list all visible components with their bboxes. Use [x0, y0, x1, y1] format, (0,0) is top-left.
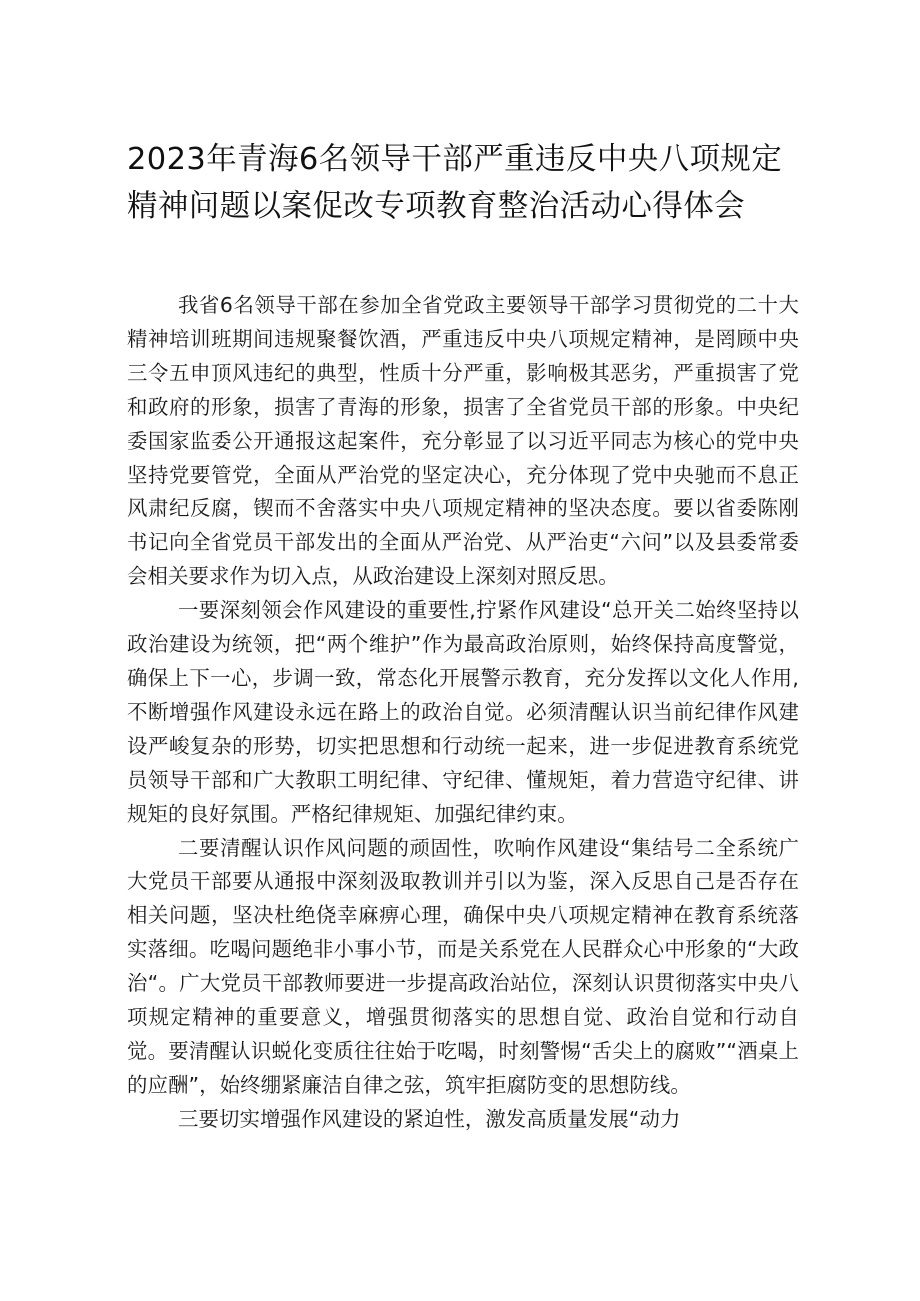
paragraph-point-three: 三要切实增强作风建设的紧迫性，激发高质量发展“动力: [178, 1106, 681, 1131]
paragraph-intro: 我省6名领导干部在参加全省党政主要领导干部学习贯彻党的二十大精神培训班期间违规聚餐饮酒，严重违反中央八项规定精神，是罔顾中央三令五申顶风违纪的典型，性质十分严重，影响极其恶劣，严重损害了党和政府的形象，损害了青海的形象，损害了全省党员干部的形象。中央纪委国家监委公开通报这起案件，充分彰显了以习近平同志为核心的党中央坚持党要管党，全面从严治党的坚定决心，充分体现了党中央驰而不息正风肃纪反腐，锲而不舍落实中央八项规定精神的坚决态度。要以省委陈刚书记向全省党员干部发出的全面从严治党、从严治吏“六问”以及县委常委会相关要求作为切入点，从政治建设上深刻对照反思。: [127, 293, 799, 589]
document-title: 2023年青海6名领导干部严重违反中央八项规定精神问题以案促改专项教育整治活动心得体会: [127, 142, 783, 224]
paragraph-point-two: 二要清醒认识作风问题的顽固性，吹响作风建设“集结号二全系统广大党员干部要从通报中深刻汲取教训并引以为鉴，深入反思自己是否存在相关问题，坚决杜绝侥幸麻痹心理，确保中央八项规定精神在教育系统落实落细。吃喝问题绝非小事小节，而是关系党在人民群众心中形象的“大政治“。广大党员干部教师要进一步提高政治站位，深刻认识贯彻落实中央八项规定精神的重要意义，增强贯彻落实的思想自觉、政治自觉和行动自觉。要清醒认识蜕化变质往往始于吃喝，时刻警惕“舌尖上的腐败”“酒桌上的应酬”，始终绷紧廉洁自律之弦，筑牢拒腐防变的思想防线。: [127, 835, 799, 1097]
paragraph-point-one: 一要深刻领会作风建设的重要性,拧紧作风建设“总开关二始终坚持以政治建设为统领，把“两个维护”作为最高政治原则，始终保持高度警觉，确保上下一心，步调一致，常态化开展警示教育，充分发挥以文化人作用,不断增强作风建设永远在路上的政治自觉。必须清醒认识当前纪律作风建设严峻复杂的形势，切实把思想和行动统一起来，进一步促进教育系统党员领导干部和广大教职工明纪律、守纪律、懂规矩，着力营造守纪律、讲规矩的良好氛围。严格纪律规矩、加强纪律约束。: [127, 598, 799, 826]
document-body: [127, 289, 799, 1137]
